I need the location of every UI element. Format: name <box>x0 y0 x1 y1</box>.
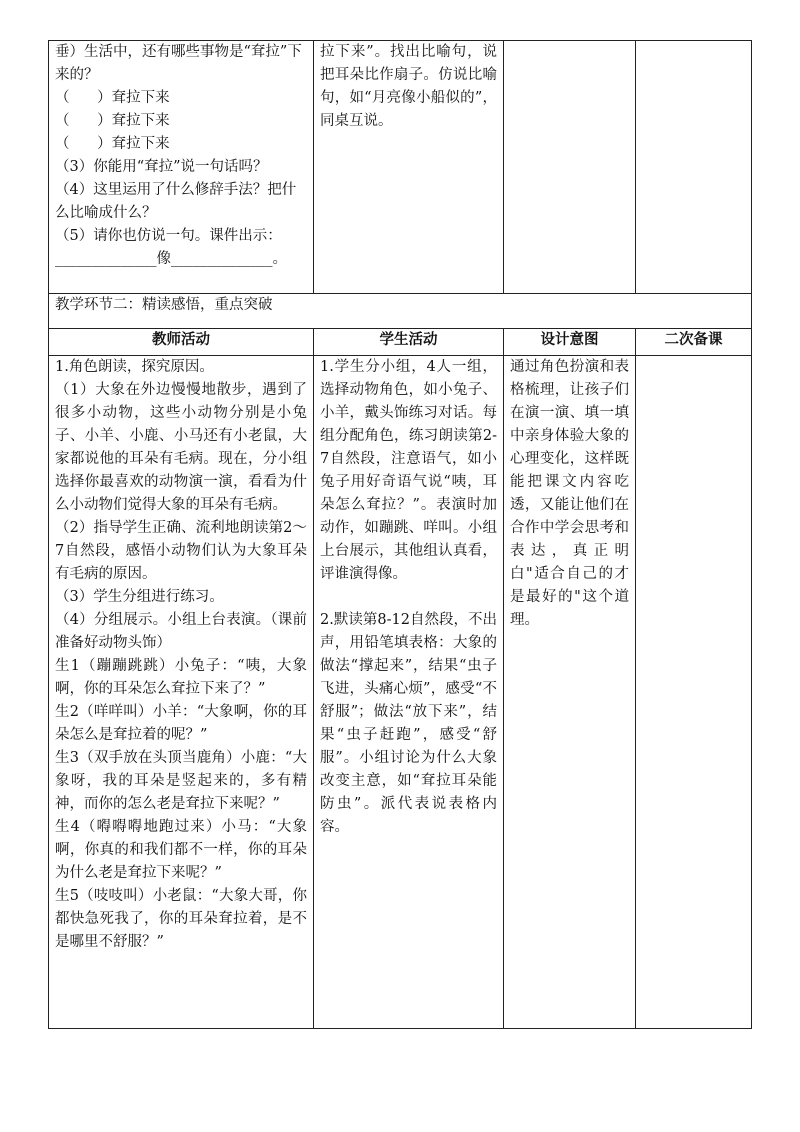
secondary-prep-cell <box>636 356 752 1029</box>
continued-row <box>49 41 752 294</box>
header-prep: 二次备课 <box>636 329 752 356</box>
teacher-line: （4）这里运用了什么修辞手法？把什么比喻成什么？ <box>55 182 297 221</box>
teacher-line: 生2（咩咩叫）小羊：“大象啊，你的耳朵怎么是耷拉着的呢？” <box>55 704 307 743</box>
teacher-line: 生3（双手放在头顶当鹿角）小鹿：“大象呀，我的耳朵是竖起来的，多有精神，而你的怎么老是耷拉下来呢？” <box>55 750 307 812</box>
paragraph-gap <box>320 586 497 609</box>
teacher-activity-cell <box>49 356 314 1029</box>
section-link-row <box>49 294 752 329</box>
student-activity-cell-top <box>314 41 504 294</box>
teacher-line: （ ）耷拉下来 <box>55 113 170 129</box>
student-activity-cell <box>314 356 504 1029</box>
design-intent-cell <box>504 356 636 1029</box>
lesson-plan-table <box>48 40 752 1029</box>
design-cell-top <box>504 41 636 294</box>
prep-cell-top <box>636 41 752 294</box>
teacher-line: （ ）耷拉下来 <box>55 136 170 152</box>
teacher-line: （1）大象在外边慢慢地散步，遇到了很多小动物，这些小动物分别是小兔子、小羊、小鹿、小马还有小老鼠，大家都说他的耳朵有毛病。现在，分小组选择你最喜欢的动物演一演，看看为什么小动物们觉得大象的耳朵有毛病。 <box>55 382 307 513</box>
teacher-line: 生1（蹦蹦跳跳）小兔子：“咦，大象啊，你的耳朵怎么耷拉下来了？” <box>55 658 307 697</box>
student-paragraph-2: 2.默读第8-12自然段，不出声，用铅笔填表格：大象的做法“撑起来”，结果“虫子飞进，头痛心烦”，感受“不舒服”；做法“放下来”，结果“虫子赶跑”，感受“舒服”。小组讨论为什么大象改变主意，如“耷拉耳朵能防虫”。派代表说表格内容。 <box>320 612 497 835</box>
section-link: 教学环节二：精读感悟，重点突破 <box>49 294 752 329</box>
header-student: 学生活动 <box>314 329 504 356</box>
student-paragraph-1: 1.学生分小组，4人一组，选择动物角色，如小兔子、小羊，戴头饰练习对话。每组分配角色，练习朗读第2-7自然段，注意语气，如小兔子用好奇语气说“咦，耳朵怎么耷拉？”。表演时加动作，如蹦跳、咩叫。小组上台展示，其他组认真看，评谁演得像。 <box>320 359 497 582</box>
header-teacher: 教师活动 <box>49 329 314 356</box>
teacher-line: （ ）耷拉下来 <box>55 90 170 106</box>
teacher-line: 垂）生活中，还有哪些事物是“耷拉”下来的？ <box>55 44 302 83</box>
design-text: 通过角色扮演和表格梳理，让孩子们在演一演、填一填中亲身体验大象的心理变化，这样既能把课文内容吃透，又能让他们在合作中学会思考和表达，真正明白"适合自己的才是最好的"这个道理。 <box>510 359 629 628</box>
teacher-line: 生4（嘚嘚嘚地跑过来）小马：“大象啊，你真的和我们都不一样，你的耳朵为什么老是耷拉下来呢？” <box>55 819 307 881</box>
teacher-line: （4）分组展示。小组上台表演。（课前准备好动物头饰） <box>55 612 307 651</box>
header-row <box>49 329 752 356</box>
teacher-line: 生5（吱吱叫）小老鼠：“大象大哥，你都快急死我了，你的耳朵耷拉着，是不是哪里不舒服？” <box>55 888 307 950</box>
body-row <box>49 356 752 1029</box>
teacher-activity-cell-top <box>49 41 314 294</box>
student-text: 拉下来”。找出比喻句，说把耳朵比作扇子。仿说比喻句，如“月亮像小船似的”，同桌互说。 <box>320 44 497 129</box>
teacher-line: ______________像______________。 <box>55 251 287 267</box>
header-design: 设计意图 <box>504 329 636 356</box>
teacher-line: 1.角色朗读，探究原因。 <box>55 359 214 375</box>
teacher-line: （5）请你也仿说一句。课件出示： <box>55 228 282 244</box>
teacher-line: （3）学生分组进行练习。 <box>55 589 224 605</box>
teacher-line: （2）指导学生正确、流利地朗读第2～7自然段，感悟小动物们认为大象耳朵有毛病的原因。 <box>55 520 307 582</box>
teacher-line: （3）你能用“耷拉”说一句话吗？ <box>55 159 268 175</box>
